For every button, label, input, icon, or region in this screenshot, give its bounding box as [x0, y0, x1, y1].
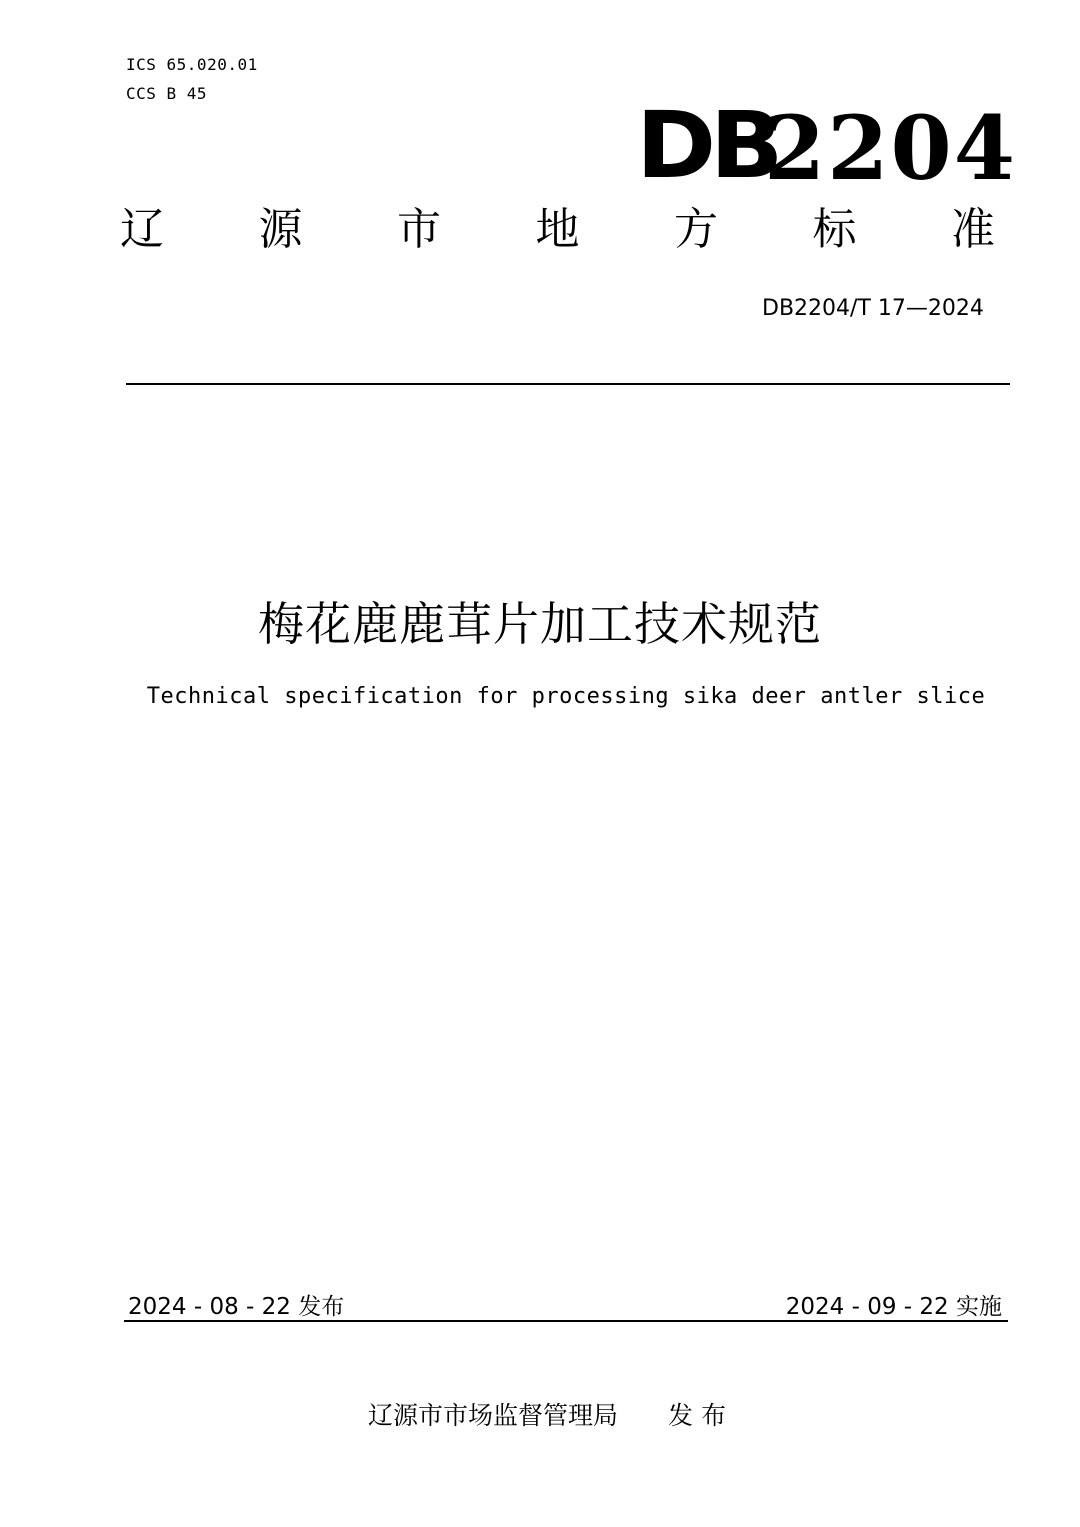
- ccs-code: CCS B 45: [126, 84, 208, 103]
- authority-char: 准: [951, 204, 995, 255]
- implementation-date: 2024 - 09 - 22 实施: [785, 1294, 1002, 1320]
- issuer-action: 发 布: [668, 1401, 726, 1430]
- ics-code: ICS 65.020.01: [126, 55, 258, 74]
- authority-char: 辽: [120, 204, 164, 255]
- authority-char: 市: [397, 204, 441, 255]
- document-title-chinese: 梅花鹿鹿茸片加工技术规范: [258, 597, 822, 651]
- authority-char: 标: [812, 204, 857, 255]
- top-divider: [126, 383, 1010, 385]
- document-title-english: Technical specification for processing sika deer antler slice: [146, 684, 986, 709]
- authority-char: 地: [535, 204, 580, 255]
- issuer-name: 辽源市市场监督管理局: [368, 1401, 619, 1430]
- standard-authority-line: [120, 204, 995, 255]
- db-logo-prefix: DB: [636, 92, 778, 199]
- authority-char: 方: [674, 204, 718, 255]
- authority-char: 源: [258, 204, 303, 255]
- issuer-line: [368, 1396, 726, 1432]
- bottom-divider: [124, 1320, 1008, 1322]
- db-logo-number: 2204: [764, 96, 1017, 200]
- standard-code: DB2204/T 17—2024: [762, 296, 984, 321]
- issue-date: 2024 - 08 - 22 发布: [128, 1294, 345, 1320]
